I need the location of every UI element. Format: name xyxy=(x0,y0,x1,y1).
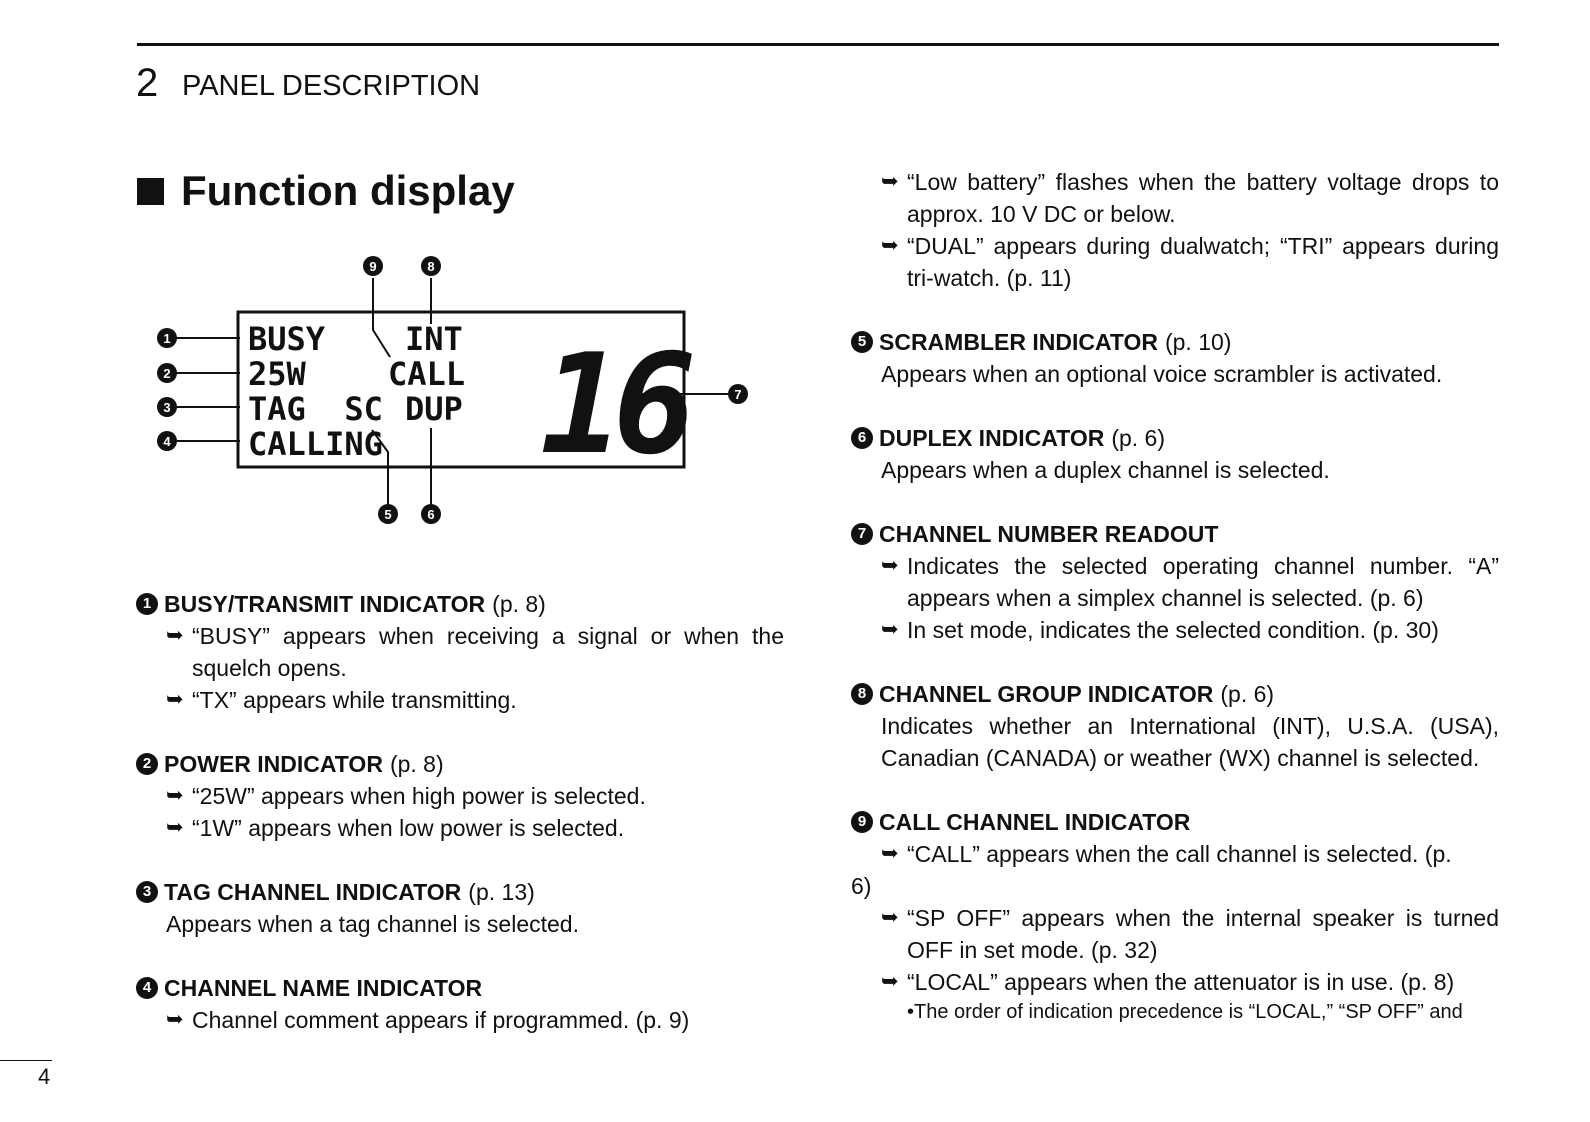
lcd-int: INT xyxy=(405,320,463,358)
arrow-bullet-icon: ➥ xyxy=(881,970,899,993)
callout-5: 5 xyxy=(384,507,392,522)
arrow-bullet-icon: ➥ xyxy=(881,842,899,865)
item-number-badge: 7 xyxy=(851,523,873,545)
bullet: ➥ Indicates the selected operating channel number. “A” appears when a simplex channel is selected. (p. 6) xyxy=(851,550,1499,614)
bullet-continuation: 6) xyxy=(851,873,872,899)
precedence-note: •The order of indication precedence is “LOCAL,” “SP OFF” and xyxy=(907,1001,1463,1023)
item-description: Appears when a duplex channel is selected. xyxy=(881,457,1330,483)
item-title: SCRAMBLER INDICATOR xyxy=(879,329,1158,355)
arrow-bullet-icon: ➥ xyxy=(881,170,899,193)
item-channel-name xyxy=(136,972,784,1036)
bullet: ➥ “LOCAL” appears when the attenuator is in use. (p. 8) xyxy=(851,966,1499,998)
item-title: TAG CHANNEL INDICATOR xyxy=(164,879,462,905)
item-title: CHANNEL NAME INDICATOR xyxy=(164,975,483,1001)
lcd-call: CALL xyxy=(388,355,466,393)
item-number-badge: 4 xyxy=(136,977,158,999)
bullet: ➥ “Low battery” flashes when the battery voltage drops to approx. 10 V DC or below. xyxy=(851,166,1499,230)
page-reference: (p. 6) xyxy=(1111,425,1166,451)
item-title: BUSY/TRANSMIT INDICATOR xyxy=(164,591,486,617)
callout-9: 9 xyxy=(369,259,377,274)
item-number-badge: 8 xyxy=(851,683,873,705)
page-reference: (p. 10) xyxy=(1164,329,1232,355)
item-number-badge: 1 xyxy=(136,593,158,615)
item-duplex xyxy=(851,422,1499,486)
item-description: Indicates whether an International (INT), U.S.A. (USA), Canadian (CANADA) or weather (WX) channel is selected. xyxy=(881,713,1499,771)
page-reference: (p. 13) xyxy=(468,879,535,905)
item-description: Appears when a tag channel is selected. xyxy=(166,911,579,937)
item-title: CALL CHANNEL INDICATOR xyxy=(879,809,1191,835)
arrow-bullet-icon: ➥ xyxy=(166,784,184,807)
section-heading xyxy=(137,165,515,217)
lcd-tag-sc: TAG SC xyxy=(248,390,383,428)
item-title: POWER INDICATOR xyxy=(164,751,383,777)
callout-3: 3 xyxy=(163,400,171,415)
callout-7: 7 xyxy=(734,387,742,402)
item-number-badge: 9 xyxy=(851,811,873,833)
callout-2: 2 xyxy=(163,366,171,381)
item-title: CHANNEL NUMBER READOUT xyxy=(879,521,1219,547)
right-column xyxy=(851,166,1499,1058)
item-description: Appears when an optional voice scrambler is activated. xyxy=(881,361,1443,387)
lcd-busy: BUSY xyxy=(248,320,326,358)
bullet: ➥ “BUSY” appears when receiving a signal or when the squelch opens. xyxy=(136,620,784,684)
item-number-badge: 5 xyxy=(851,331,873,353)
arrow-bullet-icon: ➥ xyxy=(881,906,899,929)
arrow-bullet-icon: ➥ xyxy=(881,554,899,577)
arrow-bullet-icon: ➥ xyxy=(881,618,899,641)
bullet: ➥ Channel comment appears if programmed. (p. 9) xyxy=(136,1004,784,1036)
header-rule xyxy=(137,43,1499,46)
page-number: 4 xyxy=(38,1064,51,1089)
arrow-bullet-icon: ➥ xyxy=(166,1008,184,1031)
bullet: ➥ “TX” appears while transmitting. xyxy=(136,684,784,716)
bullet: ➥ “DUAL” appears during dualwatch; “TRI” appears during tri-watch. (p. 11) xyxy=(851,230,1499,294)
item-battery-watch xyxy=(851,166,1499,294)
footer-rule xyxy=(0,1060,52,1061)
item-busy-transmit xyxy=(136,588,784,716)
item-tag-channel xyxy=(136,876,784,940)
page-reference: (p. 8) xyxy=(492,591,546,617)
callout-8: 8 xyxy=(427,259,435,274)
section-title: Function display xyxy=(181,167,515,214)
arrow-bullet-icon: ➥ xyxy=(166,624,184,647)
bullet: ➥ “SP OFF” appears when the internal speaker is turned OFF in set mode. (p. 32) xyxy=(851,902,1499,966)
item-power xyxy=(136,748,784,844)
arrow-bullet-icon: ➥ xyxy=(166,688,184,711)
item-channel-number xyxy=(851,518,1499,646)
chapter-title: PANEL DESCRIPTION xyxy=(182,70,481,102)
arrow-bullet-icon: ➥ xyxy=(881,234,899,257)
bullet: ➥ “25W” appears when high power is selected. xyxy=(136,780,784,812)
callout-1: 1 xyxy=(163,331,171,346)
item-number-badge: 6 xyxy=(851,427,873,449)
lcd-channel-number: 16 xyxy=(540,324,687,485)
chapter-number: 2 xyxy=(136,61,159,105)
item-scrambler xyxy=(851,326,1499,390)
lcd-power: 25W xyxy=(248,355,306,393)
bullet: ➥ “CALL” appears when the call channel is selected. (p. xyxy=(851,838,1499,870)
callout-6: 6 xyxy=(427,507,435,522)
callout-4: 4 xyxy=(163,434,171,449)
item-title: CHANNEL GROUP INDICATOR xyxy=(879,681,1214,707)
arrow-bullet-icon: ➥ xyxy=(166,816,184,839)
page-reference: (p. 8) xyxy=(389,751,444,777)
item-channel-group xyxy=(851,678,1499,774)
bullet: ➥ “1W” appears when low power is selected. xyxy=(136,812,784,844)
lcd-calling: CALLING xyxy=(248,425,383,463)
left-column xyxy=(136,588,784,1068)
square-bullet-icon xyxy=(137,178,164,205)
bullet: ➥ In set mode, indicates the selected condition. (p. 30) xyxy=(851,614,1499,646)
item-number-badge: 2 xyxy=(136,753,158,775)
item-title: DUPLEX INDICATOR xyxy=(879,425,1105,451)
item-call-channel xyxy=(851,806,1499,1026)
lcd-dup: DUP xyxy=(405,390,463,428)
page-reference: (p. 6) xyxy=(1220,681,1275,707)
function-display-illustration xyxy=(150,252,770,542)
item-number-badge: 3 xyxy=(136,881,158,903)
